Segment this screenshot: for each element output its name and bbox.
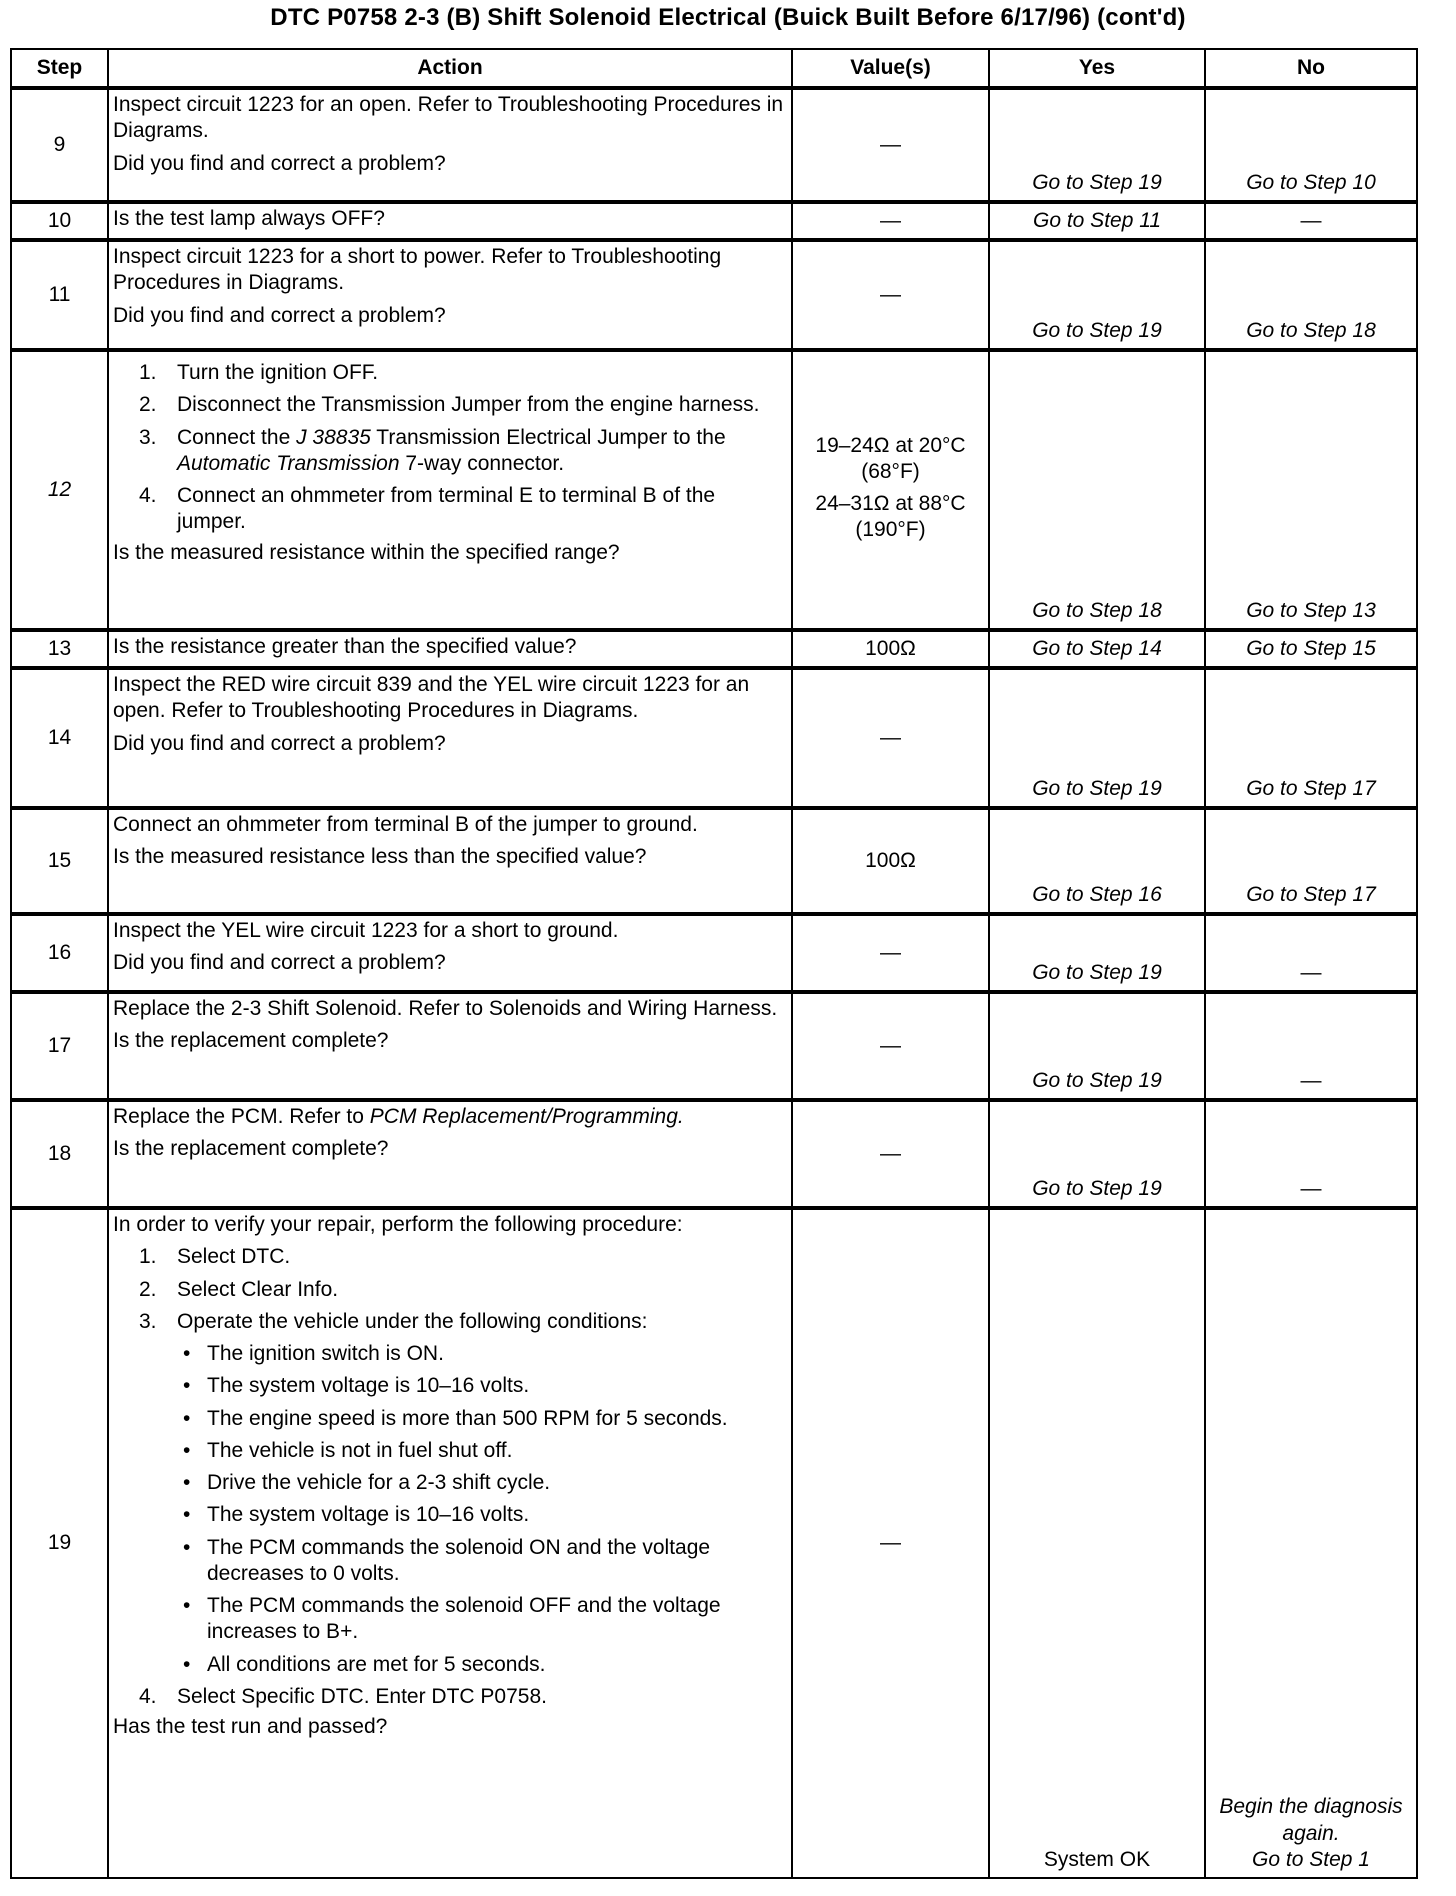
item-number: 2. bbox=[139, 393, 157, 417]
value-cell bbox=[792, 350, 989, 630]
action-question: Is the resistance greater than the specified value? bbox=[113, 635, 577, 658]
header-yes: Yes bbox=[989, 49, 1205, 88]
item-number: 3. bbox=[139, 425, 157, 449]
no-cell: Go to Step 10 bbox=[1205, 88, 1417, 202]
list-item: • The system voltage is 10–16 volts. bbox=[113, 1502, 787, 1528]
no-cell bbox=[1205, 1208, 1417, 1878]
no-cell: — bbox=[1205, 914, 1417, 992]
yes-cell: Go to Step 19 bbox=[989, 1100, 1205, 1208]
item-number: 4. bbox=[139, 484, 157, 507]
action-cell bbox=[108, 1100, 792, 1208]
list-item bbox=[113, 360, 787, 386]
item-number: 4. bbox=[139, 1684, 157, 1708]
yes-cell: Go to Step 19 bbox=[989, 914, 1205, 992]
value-cell: — bbox=[792, 240, 989, 350]
step-number: 13 bbox=[11, 630, 108, 668]
table-row-step-14 bbox=[11, 668, 1417, 808]
action-question: Is the replacement complete? bbox=[113, 1029, 389, 1053]
no-text: Go to Step 1 bbox=[1252, 1847, 1370, 1871]
item-text: Transmission Electrical Jumper to the bbox=[370, 425, 726, 449]
action-cell bbox=[108, 202, 792, 240]
procedure-list bbox=[113, 1684, 787, 1710]
step-number: 16 bbox=[11, 914, 108, 992]
item-text: Disconnect the Transmission Jumper from the engine harness. bbox=[177, 393, 760, 417]
step-number: 19 bbox=[11, 1208, 108, 1878]
list-item: • The PCM commands the solenoid ON and the voltage decreases to 0 volts. bbox=[113, 1535, 787, 1588]
step-number: 18 bbox=[11, 1100, 108, 1208]
item-text: Select Clear Info. bbox=[177, 1277, 339, 1301]
list-item: • Drive the vehicle for a 2-3 shift cycle. bbox=[113, 1470, 787, 1496]
action-question: Has the test run and passed? bbox=[113, 1715, 388, 1738]
conditions-list bbox=[113, 1341, 787, 1678]
list-item: • The PCM commands the solenoid OFF and the voltage increases to B+. bbox=[113, 1593, 787, 1646]
table-row-step-16 bbox=[11, 914, 1417, 992]
no-cell: Go to Step 18 bbox=[1205, 240, 1417, 350]
action-cell bbox=[108, 350, 792, 630]
action-cell bbox=[108, 88, 792, 202]
procedure-list bbox=[113, 360, 787, 536]
value-cell: 100Ω bbox=[792, 808, 989, 914]
list-item: • The engine speed is more than 500 RPM for 5 seconds. bbox=[113, 1406, 787, 1432]
action-text: Inspect the YEL wire circuit 1223 for a short to ground. bbox=[113, 919, 619, 942]
action-text: Connect an ohmmeter from terminal B of the jumper to ground. bbox=[113, 813, 698, 836]
list-item bbox=[113, 1244, 787, 1270]
list-item bbox=[113, 1684, 787, 1710]
list-item bbox=[113, 392, 787, 418]
list-item bbox=[113, 1277, 787, 1303]
table-row-step-17 bbox=[11, 992, 1417, 1100]
value-text: 19–24Ω at 20°C (68°F) bbox=[815, 433, 966, 483]
table-row-step-13 bbox=[11, 630, 1417, 668]
action-question: Did you find and correct a problem? bbox=[113, 151, 446, 175]
action-question: Did you find and correct a problem? bbox=[113, 303, 446, 327]
item-text: Connect the bbox=[177, 425, 297, 449]
no-text: Begin the diagnosis again. bbox=[1219, 1795, 1403, 1845]
action-cell bbox=[108, 992, 792, 1100]
yes-cell: Go to Step 19 bbox=[989, 668, 1205, 808]
header-step: Step bbox=[11, 49, 108, 88]
action-text bbox=[113, 1104, 787, 1130]
action-cell bbox=[108, 668, 792, 808]
no-cell: Go to Step 17 bbox=[1205, 668, 1417, 808]
step-number: 10 bbox=[11, 202, 108, 240]
action-cell bbox=[108, 240, 792, 350]
header-no: No bbox=[1205, 49, 1417, 88]
value-cell: — bbox=[792, 1100, 989, 1208]
item-text: Select Specific DTC. Enter DTC P0758. bbox=[177, 1684, 547, 1708]
list-item: • The vehicle is not in fuel shut off. bbox=[113, 1438, 787, 1464]
value-cell: 100Ω bbox=[792, 630, 989, 668]
action-cell bbox=[108, 914, 792, 992]
table-row-step-11 bbox=[11, 240, 1417, 350]
table-row-step-15 bbox=[11, 808, 1417, 914]
tool-reference: J 38835 bbox=[296, 425, 371, 449]
table-row-step-18 bbox=[11, 1100, 1417, 1208]
action-text: Replace the 2-3 Shift Solenoid. Refer to Solenoids and Wiring Harness. bbox=[113, 997, 778, 1020]
step-number: 12 bbox=[11, 350, 108, 630]
action-cell bbox=[108, 808, 792, 914]
action-cell bbox=[108, 630, 792, 668]
list-item: • All conditions are met for 5 seconds. bbox=[113, 1652, 787, 1678]
document-reference: PCM Replacement/Programming. bbox=[369, 1105, 684, 1128]
action-cell bbox=[108, 1208, 792, 1878]
diagnostic-table bbox=[10, 48, 1418, 1879]
item-text: 7-way connector. bbox=[399, 451, 565, 475]
yes-cell: Go to Step 16 bbox=[989, 808, 1205, 914]
action-question: Did you find and correct a problem? bbox=[113, 731, 446, 755]
no-cell: Go to Step 17 bbox=[1205, 808, 1417, 914]
action-question: Is the measured resistance less than the specified value? bbox=[113, 845, 647, 869]
step-number: 17 bbox=[11, 992, 108, 1100]
action-text: In order to verify your repair, perform the following procedure: bbox=[113, 1213, 683, 1236]
yes-cell: Go to Step 19 bbox=[989, 88, 1205, 202]
component-reference: Automatic Transmission bbox=[177, 451, 400, 475]
list-item bbox=[113, 1309, 787, 1335]
table-row-step-12 bbox=[11, 350, 1417, 630]
item-number: 3. bbox=[139, 1309, 157, 1333]
yes-cell: Go to Step 18 bbox=[989, 350, 1205, 630]
item-number: 1. bbox=[139, 1245, 157, 1269]
action-question: Is the replacement complete? bbox=[113, 1137, 389, 1161]
action-text: Inspect circuit 1223 for an open. Refer to Troubleshooting Procedures in Diagrams. bbox=[113, 93, 784, 143]
value-text: 24–31Ω at 88°C (190°F) bbox=[815, 492, 966, 542]
list-item bbox=[113, 483, 787, 536]
list-item: • The system voltage is 10–16 volts. bbox=[113, 1373, 787, 1399]
item-number: 2. bbox=[139, 1277, 157, 1301]
table-row-step-19 bbox=[11, 1208, 1417, 1878]
list-item: • The ignition switch is ON. bbox=[113, 1341, 787, 1367]
yes-cell: System OK bbox=[989, 1208, 1205, 1878]
table-row-step-10 bbox=[11, 202, 1417, 240]
value-cell: — bbox=[792, 1208, 989, 1878]
value-cell: — bbox=[792, 992, 989, 1100]
action-text: Inspect the RED wire circuit 839 and the YEL wire circuit 1223 for an open. Refer to Troubleshooting Procedures in Diagrams. bbox=[113, 673, 750, 723]
no-cell: Go to Step 15 bbox=[1205, 630, 1417, 668]
no-cell: — bbox=[1205, 202, 1417, 240]
value-cell: — bbox=[792, 668, 989, 808]
no-cell: — bbox=[1205, 1100, 1417, 1208]
action-question: Did you find and correct a problem? bbox=[113, 951, 446, 975]
step-number: 14 bbox=[11, 668, 108, 808]
action-text-part: Replace the PCM. Refer to bbox=[113, 1105, 370, 1128]
value-cell: — bbox=[792, 202, 989, 240]
action-question: Is the measured resistance within the specified range? bbox=[113, 540, 620, 564]
action-text: Inspect circuit 1223 for a short to power. Refer to Troubleshooting Procedures in Diagrams. bbox=[113, 245, 722, 295]
step-number: 15 bbox=[11, 808, 108, 914]
action-question: Is the test lamp always OFF? bbox=[113, 207, 385, 230]
item-number: 1. bbox=[139, 361, 157, 384]
step-number: 9 bbox=[11, 88, 108, 202]
yes-cell: Go to Step 11 bbox=[989, 202, 1205, 240]
item-text: Connect an ohmmeter from terminal E to terminal B of the jumper. bbox=[177, 484, 716, 534]
header-action: Action bbox=[108, 49, 792, 88]
yes-cell: Go to Step 19 bbox=[989, 992, 1205, 1100]
no-cell: Go to Step 13 bbox=[1205, 350, 1417, 630]
value-cell: — bbox=[792, 88, 989, 202]
procedure-list bbox=[113, 1244, 787, 1335]
table-row-step-9 bbox=[11, 88, 1417, 202]
step-number: 11 bbox=[11, 240, 108, 350]
item-text: Operate the vehicle under the following conditions: bbox=[177, 1309, 648, 1333]
item-text: Turn the ignition OFF. bbox=[177, 361, 379, 384]
list-item bbox=[113, 425, 787, 478]
page-title: DTC P0758 2-3 (B) Shift Solenoid Electrical (Buick Built Before 6/17/96) (cont'd) bbox=[270, 4, 1186, 31]
item-text: Select DTC. bbox=[177, 1245, 291, 1269]
no-cell: — bbox=[1205, 992, 1417, 1100]
header-values: Value(s) bbox=[792, 49, 989, 88]
yes-cell: Go to Step 19 bbox=[989, 240, 1205, 350]
yes-cell: Go to Step 14 bbox=[989, 630, 1205, 668]
header-row bbox=[11, 49, 1417, 88]
value-cell: — bbox=[792, 914, 989, 992]
